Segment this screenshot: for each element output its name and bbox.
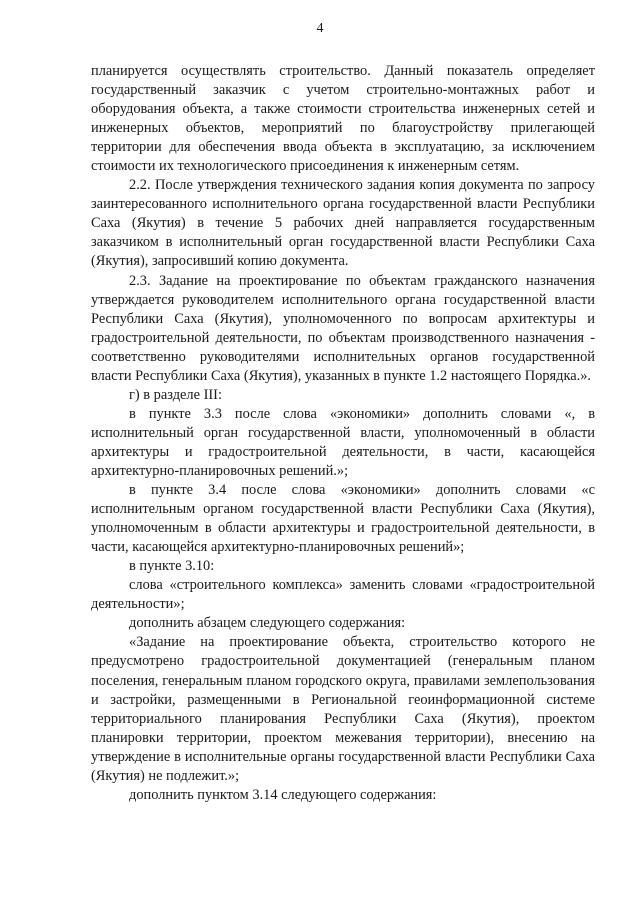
document-body <box>91 62 595 805</box>
paragraph-2-3: 2.3. Задание на проектирование по объектам гражданского назначения утверждается руководителем исполнительного органа государственной власти Республики Саха (Якутия), уполномоченного по вопросам архитектуры и градостроительной деятельности, по объектам производственного назначения - соответственно руководителями исполнительных органов государственной власти Республики Саха (Якутия), указанных в пункте 1.2 настоящего Порядка.». <box>91 272 595 384</box>
paragraph-quoted-addition: «Задание на проектирование объекта, строительство которого не предусмотрено градостроительной документацией (генеральным планом поселения, генеральным планом городского округа, правилами землепользования и застройки, размещенными в Региональной геоинформационной системе территориального планирования Республики Саха (Якутия), проектом планировки территории, проектом межевания территории), внесению на утверждение в исполнительные органы государственной власти Республики Саха (Якутия) не подлежит.»; <box>91 634 595 784</box>
paragraph-point-3-10: в пункте 3.10: <box>129 558 215 575</box>
paragraph-point-3-4: в пункте 3.4 после слова «экономики» дополнить словами «с исполнительным органом государственной власти Республики Саха (Якутия), уполномоченным в области архитектуры и градостроительной деятельности, в части, касающейся архитектурно-планировочных решений»; <box>91 482 595 556</box>
paragraph-section-iii: г) в разделе III: <box>129 386 222 403</box>
paragraph-cost-definition: планируется осуществлять строительство. Данный показатель определяет государственный заказчик с учетом строительно-монтажных работ и оборудования объекта, а также стоимости строительства инженерных сетей и инженерных объектов, мероприятий по благоустройству прилегающей территории для обеспечения ввода объекта в эксплуатацию, за исключением стоимости их технологического присоединения к инженерным сетям. <box>91 63 595 175</box>
paragraph-2-2: 2.2. После утверждения технического задания копия документа по запросу заинтересованного исполнительного органа государственной власти Республики Саха (Якутия) в течение 5 рабочих дней направляется государственным заказчиком в исполнительный орган государственной власти Республики Саха (Якутия), запросивший копию документа. <box>91 177 595 270</box>
paragraph-point-3-3: в пункте 3.3 после слова «экономики» дополнить словами «, в исполнительный орган государственной власти, уполномоченный в области архитектуры и градостроительной деятельности, в части, касающейся архитектурно-планировочных решений.»; <box>91 405 595 479</box>
paragraph-add-point-3-14: дополнить пунктом 3.14 следующего содержания: <box>129 786 437 803</box>
paragraph-add-abzac: дополнить абзацем следующего содержания: <box>129 615 406 632</box>
page-number: 4 <box>316 21 324 36</box>
paragraph-replace-words: слова «строительного комплекса» заменить словами «градостроительной деятельности»; <box>91 577 595 613</box>
